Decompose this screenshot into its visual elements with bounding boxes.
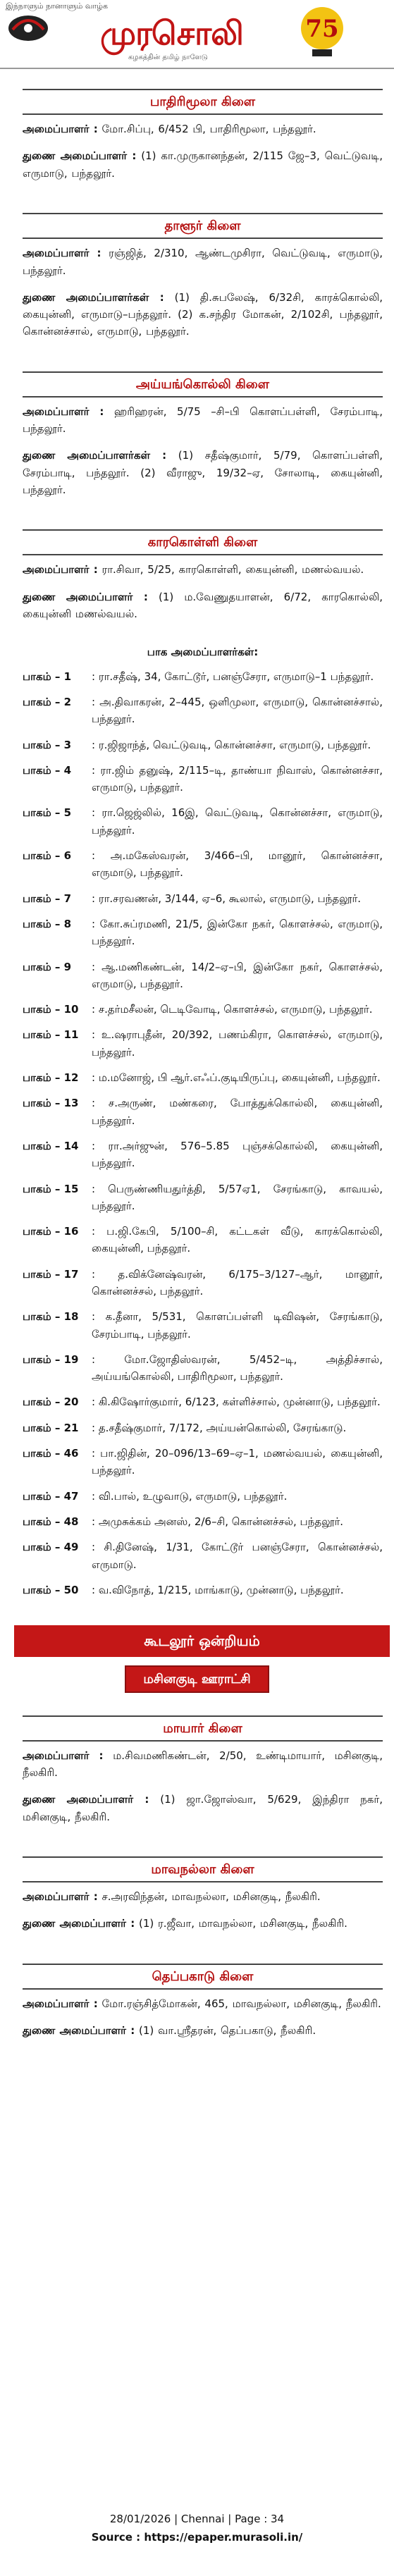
role-text: (1) வா.ஸ்ரீதரன், தெப்பகாடு, நீலகிரி.: [135, 2024, 316, 2038]
branch-heading: மாயார் கிளை: [23, 1715, 383, 1742]
booth-row: [23, 959, 383, 993]
booth-details: : ஆ.மணிகண்டன், 14/2–ஏ–பி, இன்கோ நகர், கொளச்சல், எருமாடு, பந்தலூர்.: [92, 960, 383, 990]
booth-row: [23, 1069, 383, 1086]
booth-details: : ப.ஜி.கேபி, 5/100–சி, கட்டகள் வீடு, காரக்கொல்லி, கையுன்னி, பந்தலூர்.: [92, 1225, 383, 1255]
booth-row: [23, 1266, 383, 1300]
role-paragraph: [23, 403, 383, 438]
booth-number: பாகம் – 13: [23, 1097, 79, 1110]
booth-row: [23, 1582, 383, 1598]
booth-number: பாகம் – 21: [23, 1421, 79, 1434]
booth-row: [23, 890, 383, 907]
panchayat-banner-label: மசினகுடி ஊராட்சி: [125, 1665, 269, 1693]
booth-details: : அ.திவாகரன், 2–445, ஒளிமுலா, எருமாடு, கொன்னச்சால், பந்தலூர்.: [92, 695, 383, 726]
role-label: துணை அமைப்பாளர் :: [23, 149, 137, 163]
page-footer: [0, 2509, 394, 2548]
booth-number: பாகம் – 12: [23, 1071, 79, 1085]
booth-number: பாகம் – 3: [23, 738, 72, 751]
role-paragraph: [23, 447, 383, 498]
branch-section: [4, 352, 390, 510]
role-text: (1) ம.வேணுதயாளன், 6/72, காரகொல்லி, கையுன்னி மணல்வயல்.: [23, 590, 383, 621]
booth-details: : கோ.சுப்ரமணி, 21/5, இன்கோ நகர், கொளச்சல், எருமாடு, பந்தலூர்.: [92, 917, 383, 948]
role-paragraph: [23, 147, 383, 182]
booth-number: பாகம் – 4: [23, 763, 72, 777]
footer-source: Source : https://epaper.murasoli.in/: [91, 2531, 303, 2544]
booth-heading: பாக அமைப்பாளர்கள்:: [147, 646, 259, 659]
booth-number: பாகம் – 7: [23, 892, 72, 905]
booth-number: பாகம் – 17: [23, 1267, 79, 1281]
booth-details: : சி.தினேஷ், 1/31, கோட்டூர் பனஞ்சேரா, கொன்னச்சல், எருமாடு.: [92, 1541, 383, 1571]
role-paragraph: [23, 245, 383, 279]
booth-number: பாகம் – 19: [23, 1352, 79, 1366]
role-paragraph: [23, 2022, 383, 2039]
masthead-title: முரசொலி: [100, 14, 243, 52]
anniversary-number: 75: [305, 15, 339, 43]
role-text: ஹரிஹரன், 5/75 –சி–பி கொளப்பள்ளி, சேரம்பாடி, பந்தலூர்.: [23, 405, 383, 436]
booth-number: பாகம் – 50: [23, 1583, 79, 1596]
branch-section: [4, 1944, 390, 2051]
booth-details: : ரா.சதீஷ், 34, கோட்டூர், பனஞ்சேரா, எருமாடு–1 பந்தலூர்.: [92, 670, 374, 683]
booth-number: பாகம் – 18: [23, 1310, 79, 1324]
branch-heading: அய்யங்கொல்லி கிளை: [23, 371, 383, 398]
booth-row: [23, 737, 383, 753]
role-label: துணை அமைப்பாளர் :: [23, 1793, 149, 1806]
booth-details: : ர.ஜிஜாந்த், வெட்டுவடி, கொன்னச்சா, எருமாடு, பந்தலூர்.: [92, 738, 371, 751]
booth-details: : அ.மகேஸ்வரன், 3/466–பி, மானூர், கொன்னச்சா, எருமாடு, பந்தலூர்.: [92, 849, 383, 880]
booth-details: : பா.ஜிதின், 20–096/13–69–ஏ–1, மணல்வயல், கையுன்னி, பந்தலூர்.: [92, 1447, 383, 1477]
branch-section: [4, 193, 390, 352]
booth-row: [23, 1488, 383, 1505]
role-label: துணை அமைப்பாளர் :: [23, 590, 148, 603]
role-paragraph: [23, 561, 383, 578]
role-text: ரஞ்ஜித், 2/310, ஆண்டமுசிரா, வெட்டுவடி, எருமாடு, பந்தலூர்.: [23, 247, 383, 277]
booth-details: : வ.விநோத், 1/215, மாங்காடு, முன்னாடு, பந்தலூர்.: [92, 1583, 344, 1596]
branch-sections-2: [0, 1696, 394, 2051]
role-text: மோ.ரஞ்சித்மோகன், 465, மாவநல்லா, மசினகுடி, நீலகிரி.: [97, 1997, 381, 2010]
branch-section: [4, 510, 390, 634]
booth-row: [23, 1026, 383, 1061]
booth-row: [23, 1001, 383, 1018]
booth-row: [23, 694, 383, 728]
booth-number: பாகம் – 15: [23, 1182, 79, 1195]
booth-row: [23, 804, 383, 839]
branch-heading: பாதிரிமூலா கிளை: [23, 89, 383, 115]
booth-details: : மோ.ஜோதிஸ்வரன், 5/452–டி, அத்திச்சால், அய்யங்கொல்லி, பாதிரிமூலா, பந்தலூர்.: [92, 1352, 383, 1383]
masthead-tagline: இந்நாளும் நானாளும் வாழ்க: [6, 1, 109, 11]
branch-section: [4, 1837, 390, 1944]
booth-details: : த.சதீஷ்குமார், 7/172, அய்யன்கொல்லி, சேரங்காடு.: [92, 1421, 347, 1434]
booth-row: [23, 1539, 383, 1573]
booth-section: [4, 634, 390, 1608]
booth-details: : ம.மனோஜ், பி ஆர்.எஃப்.குடியிருப்பு, கையுன்னி, பந்தலூர்.: [92, 1071, 381, 1085]
role-label: துணை அமைப்பாளர் :: [23, 1917, 135, 1930]
role-text: ரா.சிவா, 5/25, காரகொள்ளி, கையுன்னி, மணல்வயல்.: [97, 563, 364, 577]
booth-number: பாகம் – 6: [23, 849, 72, 863]
role-paragraph: [23, 1747, 383, 1782]
booth-details: : ரா.ஜிம் தனுஷ், 2/115–டி, தாண்யா நிவாஸ், கொன்னச்சா, எருமாடு, பந்தலூர்.: [92, 763, 383, 794]
booth-number: பாகம் – 46: [23, 1447, 79, 1460]
branch-sections: [0, 69, 394, 634]
role-text: (1) சதீஷ்குமார், 5/79, கொளப்பள்ளி, சேரம்பாடி, பந்தலூர். (2) வீராஜு, 19/32–ஏ, சோலாடி, கையுன்னி, பந்தலூர்.: [23, 449, 383, 497]
footer-date-page: 28/01/2026 | Chennai | Page : 34: [109, 2513, 285, 2525]
branch-heading: தெப்பகாடு கிளை: [23, 1964, 383, 1990]
booth-details: : க.தீனா, 5/531, கொளப்பள்ளி டிவிஷன், சேரங்காடு, சேரம்பாடி, பந்தலூர்.: [92, 1310, 383, 1341]
booth-row: [23, 1513, 383, 1530]
booth-row: [23, 668, 383, 685]
role-label: துணை அமைப்பாளர் :: [23, 2024, 135, 2038]
role-paragraph: [23, 289, 383, 340]
booth-number: பாகம் – 11: [23, 1028, 79, 1042]
booth-details: : அமுசுக்கம் அனஸ், 2/6–சி, கொன்னச்சல், பந்தலூர்.: [92, 1515, 344, 1528]
role-paragraph: [23, 1888, 383, 1905]
booth-row: [23, 762, 383, 796]
booth-details: : ச.தர்மசீலன், டெடிவோடி, கொளச்சல், எருமாடு, பந்தலூர்.: [92, 1003, 373, 1016]
masthead-subtitle: கழகத்தின் தமிழ் நாளேடு: [128, 54, 208, 61]
branch-heading: காரகொள்ளி கிளை: [23, 529, 383, 555]
branch-heading: தாளூர் கிளை: [23, 213, 383, 239]
booth-row: [23, 1308, 383, 1343]
booth-details: : ரா.சரவணன், 3/144, ஏ–6, கூலால், எருமாடு, பந்தலூர்.: [92, 892, 362, 905]
booth-number: பாகம் – 48: [23, 1515, 79, 1528]
branch-section: [4, 69, 390, 193]
role-text: (1) ஜா.ஜோஸ்வா, 5/629, இந்திரா நகர், மசினகுடி, நீலகிரி.: [23, 1793, 383, 1823]
booth-details: : பெருண்ணியதுர்த்தி, 5/57ஏ1, சேரங்காடு, காவயல், பந்தலூர்.: [92, 1182, 383, 1212]
role-paragraph: [23, 1791, 383, 1825]
booth-row: [23, 1138, 383, 1172]
role-label: அமைப்பாளர் :: [23, 247, 101, 260]
role-text: மோ.சிப்பு, 6/452 பி, பாதிரிமூலா, பந்தலூர்.: [97, 123, 316, 136]
role-text: (1) கா.முருகானந்தன், 2/115 ஜே–3, வெட்டுவடி, எருமாடு, பந்தலூர்.: [23, 149, 383, 180]
role-label: அமைப்பாளர் :: [23, 405, 104, 418]
role-text: (1) தி.சுபலேஷ், 6/32சி, காரக்கொல்லி, கையுன்னி, எருமாடு–பந்தலூர். (2) க.சந்திர மோகன், 2/102சி, பந்தலூர், கொன்னச்சால், எருமாடு, பந்தலூர்.: [23, 290, 383, 338]
booth-row: [23, 1393, 383, 1410]
booth-number: பாகம் – 47: [23, 1489, 79, 1503]
branch-heading: மாவநல்லா கிளை: [23, 1856, 383, 1882]
booth-details: : உ.ஷராபுதீன், 20/392, பணம்கிரா, கொளச்சல், எருமாடு, பந்தலூர்.: [92, 1028, 383, 1059]
role-label: அமைப்பாளர் :: [23, 563, 98, 577]
booth-details: : ரா.ஜெஜ்லில், 16இ, வெட்டுவடி, கொன்னச்சா, எருமாடு, பந்தலூர்.: [92, 806, 383, 837]
role-paragraph: [23, 588, 383, 623]
booth-number: பாகம் – 2: [23, 695, 72, 708]
booth-row: [23, 847, 383, 882]
booth-details: : த.விக்னேஷ்வரன், 6/175–3/127–ஆர், மானூர், கொன்னச்சல், பந்தலூர்.: [92, 1267, 383, 1298]
role-label: துணை அமைப்பாளர்கள் :: [23, 449, 167, 462]
booth-row: [23, 1181, 383, 1215]
booth-number: பாகம் – 49: [23, 1541, 79, 1554]
party-emblem-icon: [6, 7, 51, 44]
booth-number: பாகம் – 14: [23, 1139, 79, 1152]
booth-number: பாகம் – 5: [23, 806, 72, 820]
role-paragraph: [23, 1995, 383, 2012]
union-banner: கூடலூர் ஒன்றியம்: [14, 1625, 390, 1656]
booth-row: [23, 1445, 383, 1479]
booth-details: : வி.பால், உழுவாடு, எருமாடு, பந்தலூர்.: [92, 1489, 288, 1503]
role-paragraph: [23, 121, 383, 137]
booth-details: : ரா.அர்ஜுன், 576–5.85 புஞ்சக்கொல்லி, கையுன்னி, பந்தலூர்.: [92, 1139, 383, 1170]
booth-details: : கி.கிஷோர்குமார், 6/123, கள்ளிச்சால், முன்னாடு, பந்தலூர்.: [92, 1395, 381, 1409]
booth-details: : ச.அருண், மண்கரை, போத்துக்கொல்லி, கையுன்னி, பந்தலூர்.: [92, 1097, 383, 1127]
role-label: அமைப்பாளர் :: [23, 123, 98, 136]
booth-row: [23, 1095, 383, 1129]
booth-number: பாகம் – 1: [23, 670, 72, 683]
branch-section: [4, 1696, 390, 1837]
booth-row: [23, 1419, 383, 1436]
booth-row: [23, 1351, 383, 1386]
role-paragraph: [23, 1915, 383, 1932]
panchayat-banner: [0, 1665, 394, 1693]
role-text: ச.அரவிந்தன், மாவநல்லா, மசினகுடி, நீலகிரி.: [97, 1890, 321, 1904]
role-label: துணை அமைப்பாளர்கள் :: [23, 290, 164, 304]
role-text: (1) ர.ஜீவா, மாவநல்லா, மசினகுடி, நீலகிரி.: [135, 1917, 347, 1930]
booth-number: பாகம் – 20: [23, 1395, 79, 1409]
role-label: அமைப்பாளர் :: [23, 1749, 104, 1762]
booth-number: பாகம் – 9: [23, 960, 72, 973]
booth-number: பாகம் – 16: [23, 1225, 79, 1238]
booth-list: [23, 668, 383, 1598]
role-label: அமைப்பாளர் :: [23, 1997, 98, 2010]
booth-number: பாகம் – 10: [23, 1003, 79, 1016]
role-label: அமைப்பாளர் :: [23, 1890, 98, 1904]
booth-number: பாகம் – 8: [23, 917, 72, 930]
booth-row: [23, 1223, 383, 1257]
anniversary-75-badge-icon: [298, 3, 346, 59]
booth-row: [23, 916, 383, 950]
role-text: ம.சிவமணிகண்டன், 2/50, உண்டிமாயார், மசினகுடி, நீலகிரி.: [23, 1749, 383, 1780]
masthead: [0, 0, 394, 69]
